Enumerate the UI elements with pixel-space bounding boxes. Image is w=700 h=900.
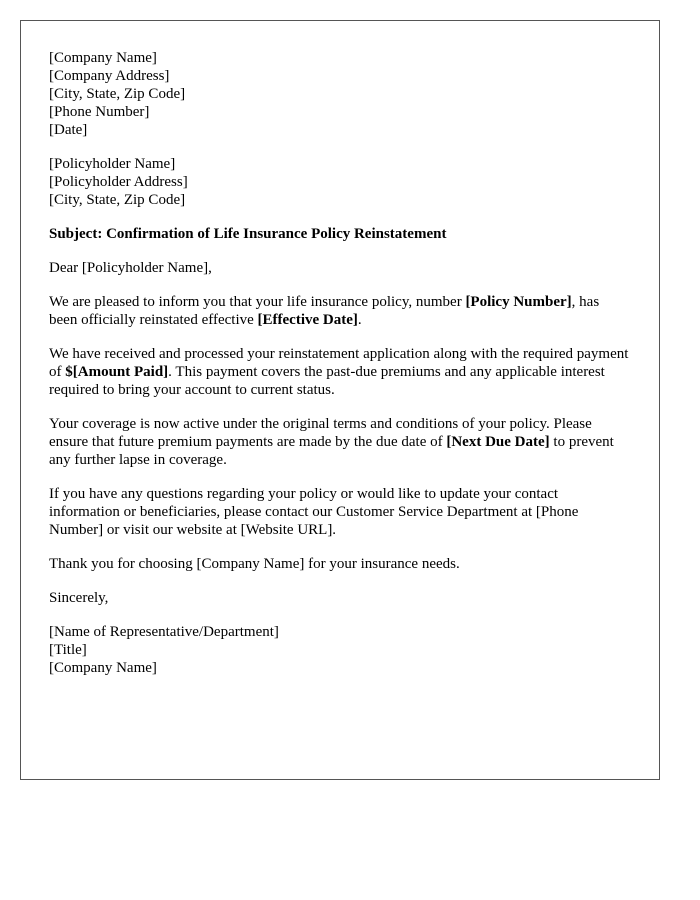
- paragraph-contact: If you have any questions regarding your policy or would like to update your contact information or beneficiaries, please contact our Customer Service Department at [Phone Number] or visit our website at [Website URL].: [49, 486, 579, 538]
- paragraph-text: We are pleased to inform you that your life insurance policy, number: [49, 294, 466, 310]
- policy-number: [Policy Number]: [465, 294, 572, 310]
- signature-title: [Title]: [49, 642, 87, 658]
- paragraph-text: Your coverage is now active under the original terms and conditions of your policy. Please ensure that future premium payments are made by the due date of: [49, 416, 592, 450]
- recipient-name: [Policyholder Name]: [49, 156, 176, 172]
- sender-block: [49, 49, 631, 139]
- sender-phone-number: [Phone Number]: [49, 104, 150, 120]
- paragraph-thanks: Thank you for choosing [Company Name] for your insurance needs.: [49, 556, 460, 572]
- sender-city-state-zip: [City, State, Zip Code]: [49, 86, 186, 102]
- letter-date: [Date]: [49, 122, 88, 138]
- paragraph-text: .: [357, 312, 362, 328]
- sender-company-name: [Company Name]: [49, 50, 157, 66]
- paragraph-text: , has been officially reinstated effective: [49, 294, 600, 328]
- next-due-date: [Next Due Date]: [446, 434, 550, 450]
- paragraph-text: . This payment covers the past-due premiums and any applicable interest required to bring your account to current status.: [49, 364, 605, 398]
- sender-company-address: [Company Address]: [49, 68, 170, 84]
- recipient-address: [Policyholder Address]: [49, 174, 188, 190]
- closing: Sincerely,: [49, 590, 109, 606]
- paragraph-payment: [49, 345, 631, 399]
- signature-name: [Name of Representative/Department]: [49, 624, 279, 640]
- signature-company: [Company Name]: [49, 660, 157, 676]
- paragraph-text: to prevent any further lapse in coverage.: [49, 434, 614, 468]
- effective-date: [Effective Date]: [257, 312, 358, 328]
- signature-block: [49, 623, 631, 677]
- recipient-block: [49, 155, 631, 209]
- paragraph-text: We have received and processed your reinstatement application along with the required payment of: [49, 346, 629, 380]
- subject-line: Subject: Confirmation of Life Insurance Policy Reinstatement: [49, 226, 447, 242]
- paragraph-coverage: [49, 415, 631, 469]
- letter-page: [20, 20, 660, 780]
- amount-paid: $[Amount Paid]: [65, 364, 169, 380]
- salutation: Dear [Policyholder Name],: [49, 260, 212, 276]
- paragraph-reinstatement: [49, 293, 631, 329]
- recipient-city-state-zip: [City, State, Zip Code]: [49, 192, 186, 208]
